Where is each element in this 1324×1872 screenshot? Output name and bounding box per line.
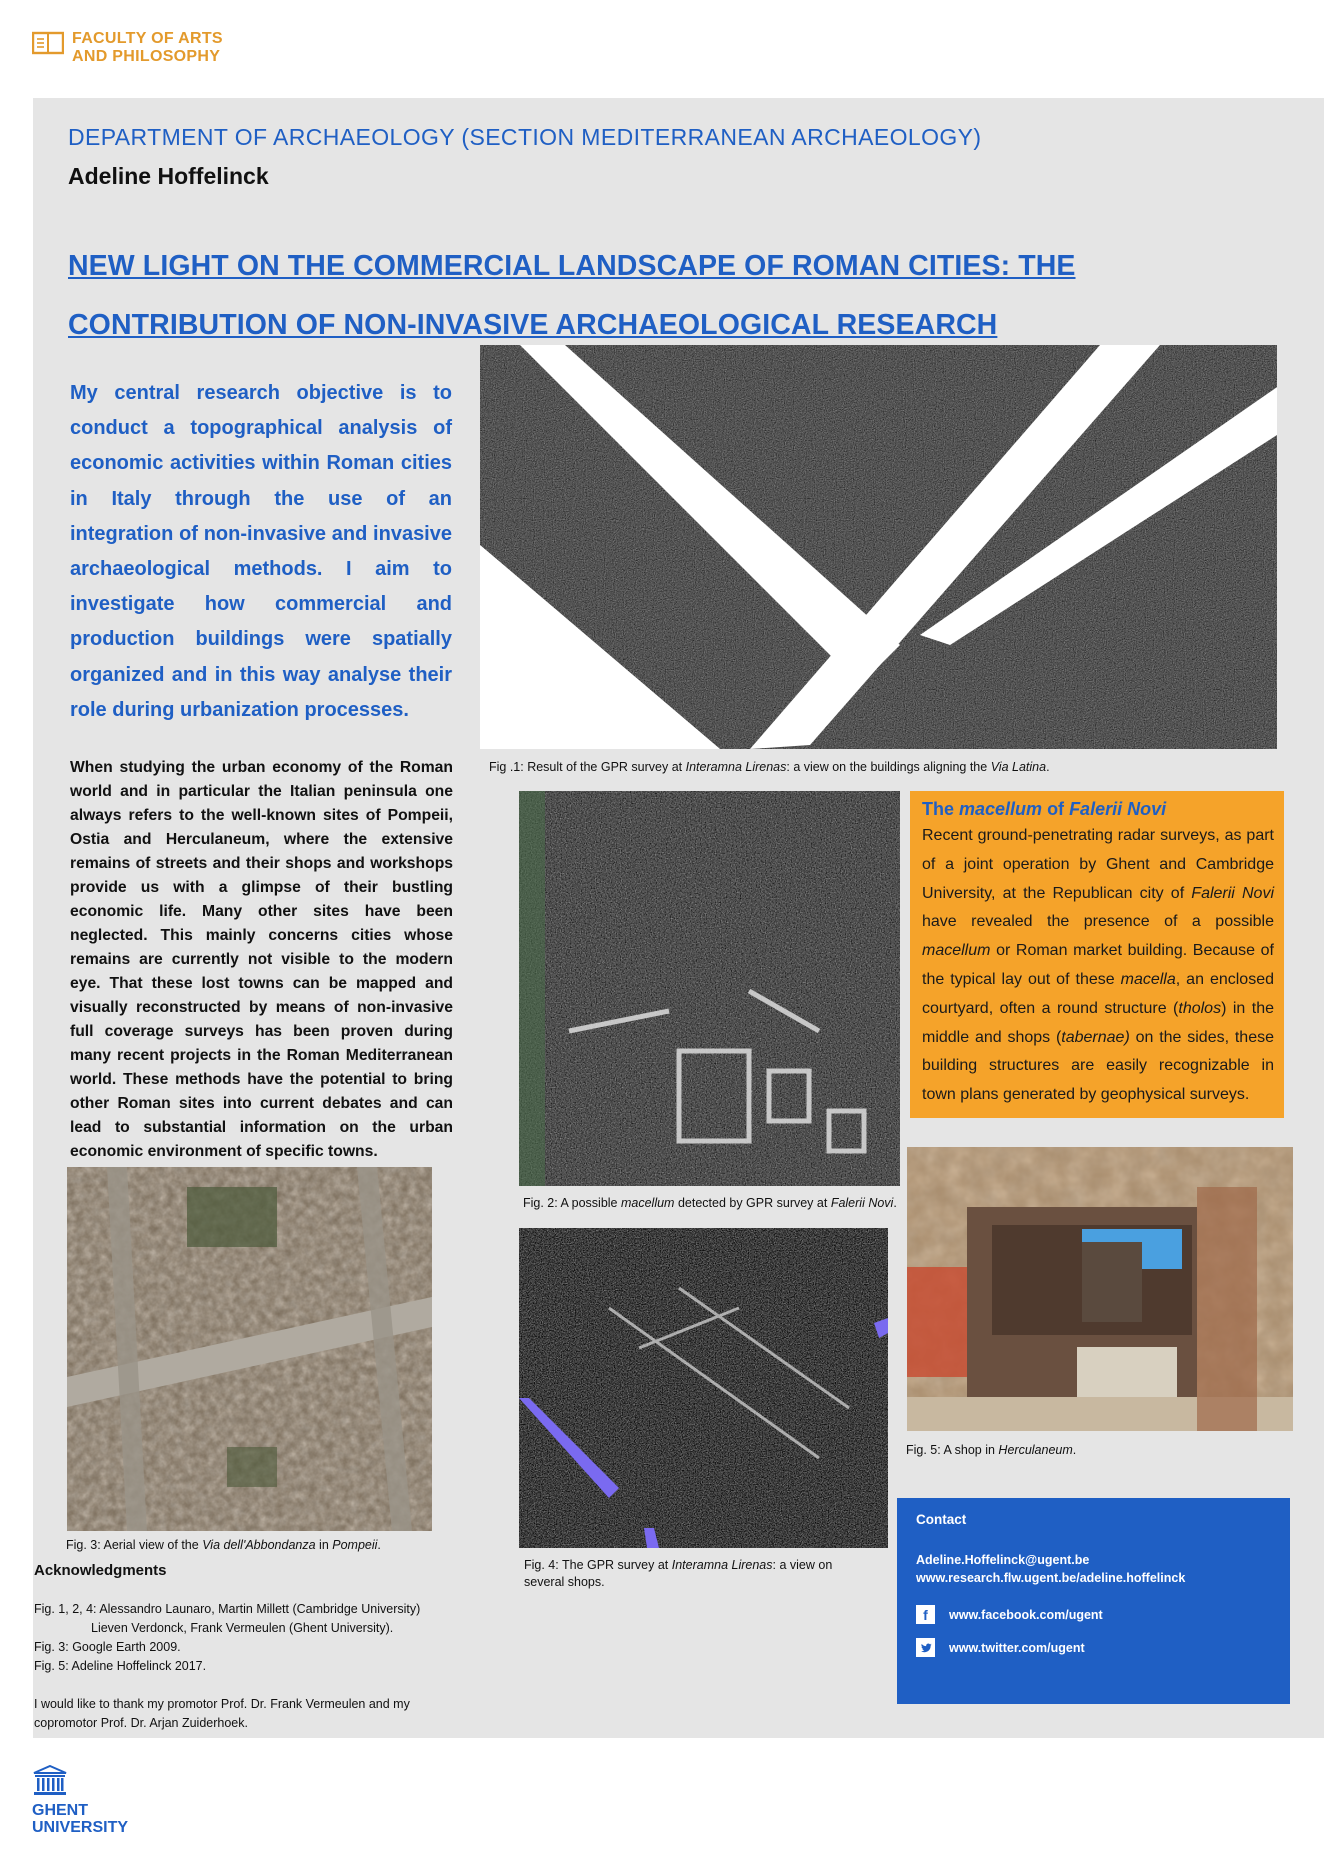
faculty-line2: AND PHILOSOPHY bbox=[72, 48, 221, 65]
research-objective: My central research objective is to conduct a topographical analysis of economic activities within Roman cities in Italy through the use of an integration of non-invasive and invasive archaeological methods. I aim to investigate how commercial and production buildings were spatially organized and in this way analyse their role during urbanization processes. bbox=[70, 382, 452, 721]
fig5-shop-photo bbox=[907, 1147, 1293, 1431]
contact-heading: Contact bbox=[916, 1512, 967, 1527]
facebook-link[interactable]: www.facebook.com/ugent bbox=[949, 1607, 1103, 1622]
twitter-icon bbox=[916, 1638, 935, 1657]
twitter-link[interactable]: www.twitter.com/ugent bbox=[949, 1640, 1085, 1655]
macellum-box bbox=[910, 791, 1284, 1118]
poster-title: NEW LIGHT ON THE COMMERCIAL LANDSCAPE OF ROMAN CITIES: THE CONTRIBUTION OF NON-INVASIVE ARCHAEOLOGICAL RESEARCH bbox=[68, 250, 1076, 341]
fig1-caption: Fig .1: Result of the GPR survey at Interamna Lirenas: a view on the buildings aligning the Via Latina. bbox=[489, 760, 1050, 774]
ugent-line1: GHENT bbox=[32, 1802, 88, 1819]
acknowledgments-text: Fig. 1, 2, 4: Alessandro Launaro, Martin Millett (Cambridge University) Lieven Verdonck, Frank Vermeulen (Ghent University). Fig. 3: Google Earth 2009. Fig. 5: Adeline Hoffelinck 2017. I would like to thank my promotor Prof. Dr. Frank Vermeulen and my copromotor Prof. Dr. Arjan Zuiderhoek. bbox=[34, 1602, 421, 1730]
book-icon bbox=[32, 30, 64, 56]
contact-email[interactable]: Adeline.Hoffelinck@ugent.be bbox=[916, 1553, 1090, 1567]
university-building-icon bbox=[32, 1765, 68, 1797]
ghent-university-logo bbox=[32, 1765, 128, 1836]
acknowledgments-heading: Acknowledgments bbox=[34, 1562, 167, 1579]
contact-box bbox=[897, 1498, 1290, 1704]
fig2-caption: Fig. 2: A possible macellum detected by GPR survey at Falerii Novi. bbox=[523, 1196, 897, 1210]
macellum-text: Recent ground-penetrating radar surveys, as part of a joint operation by Ghent and Cambridge University, at the Republican city of Falerii Novi have revealed the presence of a possible macellum or Roman market building. Because of the typical lay out of these macella, an enclosed courtyard, often a round structure (tholos) in the middle and shops (tabernae) on the sides, these building structures are easily recognizable in town plans generated by geophysical surveys. bbox=[922, 827, 1275, 1104]
macellum-heading: The macellum of Falerii Novi bbox=[922, 799, 1167, 819]
fig4-caption: Fig. 4: The GPR survey at Interamna Lirenas: a view on several shops. bbox=[524, 1558, 833, 1589]
contact-website[interactable]: www.research.flw.ugent.be/adeline.hoffelinck bbox=[916, 1571, 1186, 1585]
fig1-gpr-image bbox=[480, 345, 1277, 749]
fig4-gpr-image bbox=[519, 1228, 888, 1548]
fig3-caption: Fig. 3: Aerial view of the Via dell'Abbondanza in Pompeii. bbox=[66, 1538, 381, 1552]
fig5-caption: Fig. 5: A shop in Herculaneum. bbox=[906, 1443, 1077, 1457]
faculty-line1: FACULTY OF ARTS bbox=[72, 30, 223, 47]
department: DEPARTMENT OF ARCHAEOLOGY (SECTION MEDITERRANEAN ARCHAEOLOGY) bbox=[68, 124, 982, 150]
facebook-icon: f bbox=[916, 1605, 935, 1624]
intro-text: When studying the urban economy of the Roman world and in particular the Italian peninsula one always refers to the well-known sites of Pompeii, Ostia and Herculaneum, where the extensive remains of streets and their shops and workshops provide us with a glimpse of their bustling economic life. Many other sites have been neglected. This mainly concerns cities whose remains are currently not visible to the modern eye. That these lost towns can be mapped and visually reconstructed by means of non-invasive full coverage surveys has been proven during many recent projects in the Roman Mediterranean world. These methods have the potential to bring other Roman sites into current debates and can lead to substantial information on the urban economic environment of specific towns. bbox=[70, 759, 453, 1160]
fig2-gpr-image bbox=[519, 791, 900, 1186]
author: Adeline Hoffelinck bbox=[68, 163, 269, 189]
fig3-aerial-photo bbox=[67, 1167, 432, 1531]
faculty-logo bbox=[32, 30, 223, 66]
ugent-line2: UNIVERSITY bbox=[32, 1819, 129, 1836]
